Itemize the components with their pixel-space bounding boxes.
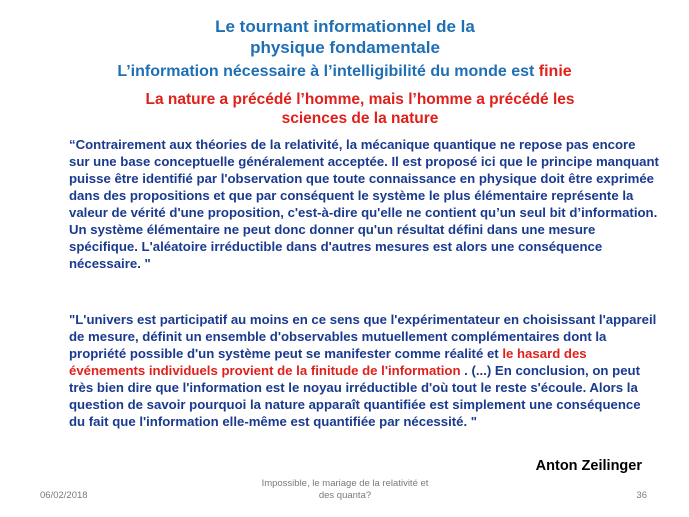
subtitle <box>0 62 689 82</box>
footer-date: 06/02/2018 <box>40 490 88 501</box>
quote-author: Anton Zeilinger <box>535 458 642 474</box>
footer-title-line-2: des quanta? <box>318 490 372 501</box>
footer-title <box>240 478 450 502</box>
footer-title-line-1: Impossible, le mariage de la relativité et <box>261 478 429 489</box>
slide-title <box>130 16 560 58</box>
quote-paragraph-1: “Contrairement aux théories de la relativité, la mécanique quantique ne repose pas encore sur une base conceptuelle généralement acceptée. Il est proposé ici que le principe manquant puisse être identifié par l'observation que toute connaissance en physique doit être exprimée dans des propositions et que par conséquent le système le plus élémentaire représente la valeur de vérité d'une proposition, c'est-à-dire qu'elle ne contient qu’un seul bit d’information. Un système élémentaire ne peut donc donner qu'un résultat défini dans une mesure spécifique. L'aléatoire irréductible dans d'autres mesures est alors une conséquence nécessaire. " <box>69 137 659 271</box>
subtitle-text: L’information nécessaire à l’intelligibilité du monde est <box>117 63 539 80</box>
title-line-1: Le tournant informationnel de la <box>215 17 475 36</box>
footer-page-number: 36 <box>636 490 647 501</box>
subtitle-highlight: finie <box>538 63 572 80</box>
quote2-text-part2: . (...) En conclusion, on peut très bien dire que l'information est le noyau irréductible d'où tout le reste s'écoule. Alors la question de savoir pourquoi la nature apparaît quantifiée est simplement une conséquence du fait que l'information elle-même est quantifiée par nécessité. " <box>69 363 641 429</box>
tagline <box>100 90 620 128</box>
title-line-2: physique fondamentale <box>250 38 440 57</box>
tagline-line-1: La nature a précédé l’homme, mais l’homme a précédé les <box>145 91 575 108</box>
quote-paragraph-2 <box>69 311 659 430</box>
tagline-line-2: sciences de la nature <box>281 110 439 127</box>
quote2-highlight: le hasard des événements individuels provient de la finitude de l'information <box>69 346 587 378</box>
quote2-text-part1: "L'univers est participatif au moins en ce sens que l'expérimentateur en choisissant l'appareil de mesure, définit un ensemble d'observables mutuellement complémentaires dont la propriété possible d'un système peut se manifester comme réalité et <box>69 312 657 361</box>
